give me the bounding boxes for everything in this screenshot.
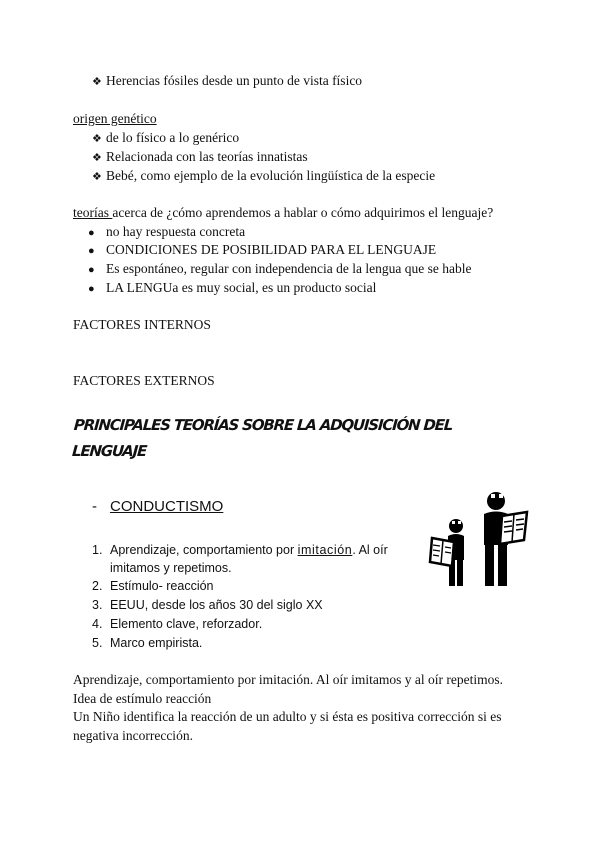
list-item-text: Marco empirista.	[110, 636, 203, 650]
section-heading-teorias	[73, 204, 493, 222]
list-item-text: Es espontáneo, regular con independencia de la lengua que se hable	[106, 261, 472, 276]
diamond-bullet-icon: ❖	[92, 76, 102, 88]
diamond-bullet-icon: ❖	[92, 133, 102, 145]
list-item	[92, 577, 214, 595]
list-item	[92, 615, 262, 633]
list-item	[92, 72, 362, 91]
list-number: 2.	[92, 579, 103, 593]
list-item-text: no hay respuesta concreta	[106, 224, 246, 239]
list-item	[92, 129, 239, 148]
list-number: 3.	[92, 598, 103, 612]
list-item-text: Relacionada con las teorías innatistas	[106, 149, 308, 164]
list-item	[88, 223, 245, 242]
list-item-text: de lo físico a lo genérico	[106, 130, 240, 145]
factores-externos: FACTORES EXTERNOS	[73, 373, 215, 388]
list-item	[88, 241, 436, 260]
page-title: PRINCIPALES TEORÍAS SOBRE LA ADQUISICIÓN DEL LENGUAJE	[71, 416, 453, 460]
list-item	[92, 634, 202, 652]
paragraph-line: Aprendizaje, comportamiento por imitación. Al oír imitamos y al oír repetimos.	[73, 672, 504, 687]
heading-rest: acerca de ¿cómo aprendemos a hablar o cómo adquirimos el lenguaje?	[112, 205, 494, 220]
list-item-text: Estímulo- reacción	[110, 579, 214, 593]
paragraph-line: Un Niño identifica la reacción de un adulto y si ésta es positiva corrección si es	[73, 709, 502, 724]
diamond-bullet-icon: ❖	[92, 171, 102, 183]
paragraph-line: negativa incorrección.	[73, 728, 193, 743]
list-item-text: LA LENGUa es muy social, es un producto social	[106, 280, 377, 295]
list-item-text: Aprendizaje, comportamiento por	[110, 543, 298, 557]
list-item-text: CONDICIONES DE POSIBILIDAD PARA EL LENGUAJE	[106, 242, 437, 257]
dot-bullet-icon: ●	[88, 264, 95, 276]
list-number: 5.	[92, 636, 103, 650]
list-item	[92, 167, 435, 186]
diamond-bullet-icon: ❖	[92, 152, 102, 164]
conductismo-heading: CONDUCTISMO	[110, 498, 224, 515]
list-item-text: Bebé, como ejemplo de la evolución lingüística de la especie	[106, 168, 436, 183]
list-item-text: Herencias fósiles desde un punto de vista físico	[106, 73, 363, 88]
dot-bullet-icon: ●	[88, 283, 95, 295]
list-item-text: . Al oír	[352, 543, 388, 557]
conductismo-dash: -	[92, 498, 97, 515]
list-item-continuation: imitamos y repetimos.	[110, 561, 232, 575]
adult-figure-icon	[484, 492, 527, 586]
dot-bullet-icon: ●	[88, 227, 95, 239]
list-number: 4.	[92, 617, 103, 631]
heading-underlined-word: teorías	[73, 205, 113, 220]
imitacion-link: imitación	[297, 543, 353, 557]
paragraph-line: Idea de estímulo reacción	[73, 691, 212, 706]
section-heading-origen: origen genético	[73, 111, 157, 126]
list-number: 1.	[92, 543, 103, 557]
list-item-text: Elemento clave, reforzador.	[110, 617, 263, 631]
list-item	[92, 541, 388, 559]
child-figure-icon	[430, 519, 464, 586]
adult-child-reading-icon	[428, 490, 532, 590]
list-item	[92, 148, 308, 167]
list-item-text: EEUU, desde los años 30 del siglo XX	[110, 598, 323, 612]
factores-internos: FACTORES INTERNOS	[73, 317, 211, 332]
list-item	[88, 260, 471, 279]
list-item	[88, 279, 376, 298]
dot-bullet-icon: ●	[88, 245, 95, 257]
list-item	[92, 596, 323, 614]
